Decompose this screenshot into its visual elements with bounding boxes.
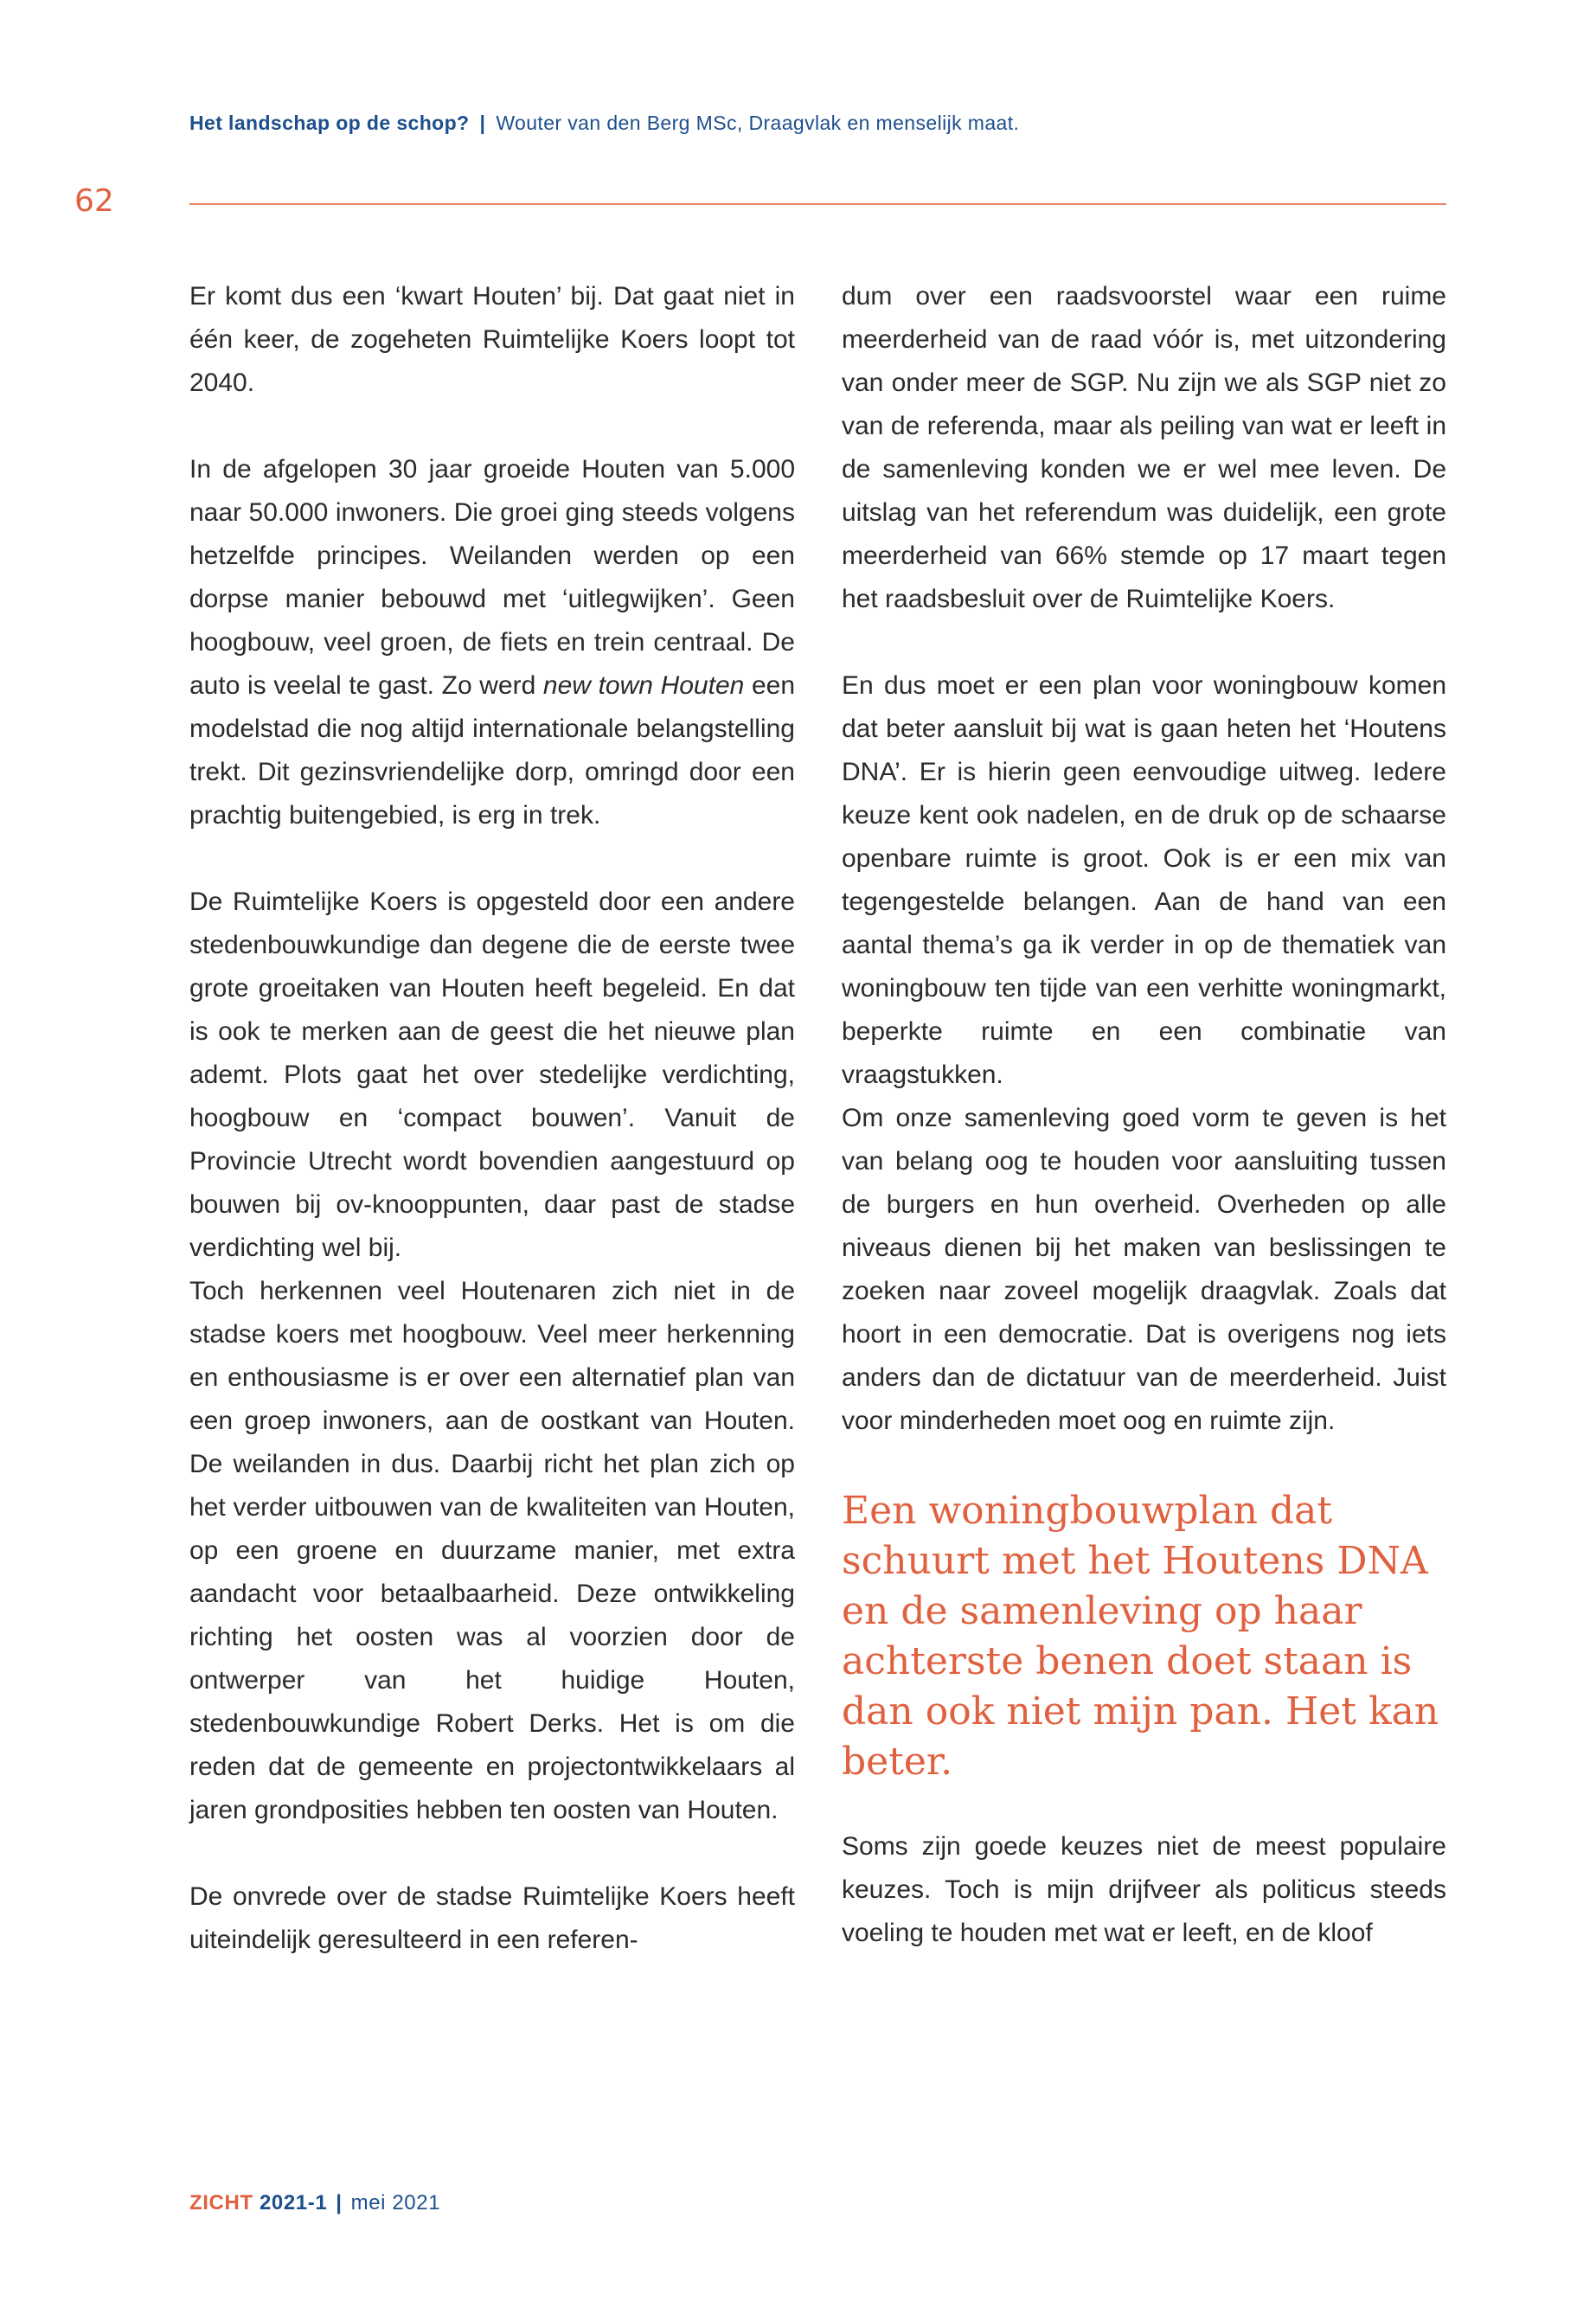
italic-text: new town Houten — [542, 671, 745, 700]
header-subtitle: Wouter van den Berg MSc, Draagvlak en menselijk maat. — [496, 112, 1020, 134]
paragraph-text: In de afgelopen 30 jaar groeide Houten van 5.000 naar 50.000 inwoners. Die groei ging steeds volgens hetzelfde principes. Weilanden werden op een dorpse manier bebouwd met ‘uitlegwijken’. Geen hoogbouw, veel groen, de fiets en trein centraal. De auto is veelal te gast. Zo werd — [189, 455, 795, 700]
paragraph — [189, 448, 795, 837]
paragraph: En dus moet er een plan voor woningbouw komen dat beter aansluit bij wat is gaan heten het ‘Houtens DNA’. Er is hierin geen eenvoudige uitweg. Iedere keuze kent ook nadelen, en de druk op de schaarse openbare ruimte is groot. Ook is er een mix van tegengestelde belangen. Aan de hand van een aantal thema’s ga ik verder in op de thematiek van woningbouw ten tijde van een verhitte woningmarkt, beperkte ruimte en een combinatie van vraagstukken. — [842, 671, 1446, 1089]
paragraph: De Ruimtelijke Koers is opgesteld door een andere stedenbouwkundige dan degene die de eerste twee grote groeitaken van Houten heeft begeleid. En dat is ook te merken aan de geest die het nieuwe plan ademt. Plots gaat het over stedelijke verdichting, hoogbouw en ‘compact bouwen’. Vanuit de Provincie Utrecht wordt bovendien aangestuurd op bouwen bij ov-knooppunten, daar past de stadse verdichting wel bij. — [189, 888, 795, 1262]
footer-brand: ZICHT — [189, 2191, 253, 2214]
page-number: 62 — [74, 183, 114, 219]
paragraph: Soms zijn goede keuzes niet de meest populaire keuzes. Toch is mijn drijfveer als politicus steeds voeling te houden met wat er leeft, en de kloof — [842, 1832, 1446, 1947]
footer-issue: 2021-1 — [259, 2191, 328, 2214]
paragraph: Er komt dus een ‘kwart Houten’ bij. Dat gaat niet in één keer, de zogeheten Ruimtelijke Koers loopt tot 2040. — [189, 282, 795, 397]
paragraph-text: een modelstad die nog altijd internationale belangstelling trekt. Dit gezinsvriendelijke dorp, omringd door een prachtig buitengebied, is erg in trek. — [189, 671, 796, 830]
footer-date: mei 2021 — [350, 2191, 441, 2214]
paragraph: dum over een raadsvoorstel waar een ruime meerderheid van de raad vóór is, met uitzondering van onder meer de SGP. Nu zijn we als SGP niet zo van de referenda, maar als peiling van wat er leeft in de samenleving konden we er wel mee leven. De uitslag van het referendum was duidelijk, een grote meerderheid van 66% stemde op 17 maart tegen het raadsbesluit over de Ruimtelijke Koers. — [842, 282, 1446, 613]
header-title: Het landschap op de schop? — [189, 112, 470, 134]
paragraph: Om onze samenleving goed vorm te geven is het van belang oog te houden voor aansluiting tussen de burgers en hun overheid. Overheden op alle niveaus dienen bij het maken van beslissingen te zoeken naar zoveel mogelijk draagvlak. Zoals dat hoort in een democratie. Dat is overigens nog iets anders dan de dictatuur van de meerderheid. Juist voor minderheden moet oog en ruimte zijn. — [842, 1104, 1446, 1435]
running-header — [189, 112, 1019, 135]
header-separator: | — [479, 112, 486, 134]
footer-separator: | — [336, 2191, 343, 2214]
paragraph: De onvrede over de stadse Ruimtelijke Koers heeft uiteindelijk geresulteerd in een referen- — [189, 1882, 795, 1954]
left-column — [189, 275, 795, 1962]
header-divider — [189, 203, 1446, 205]
running-footer — [189, 2191, 440, 2215]
paragraph: Toch herkennen veel Houtenaren zich niet in de stadse koers met hoogbouw. Veel meer herkenning en enthousiasme is er over een alternatief plan van een groep inwoners, aan de oostkant van Houten. De weilanden in dus. Daarbij richt het plan zich op het verder uitbouwen van de kwaliteiten van Houten, op een groene en duurzame manier, met extra aandacht voor betaalbaarheid. Deze ontwikkeling richting het oosten was al voorzien door de ontwerper van het huidige Houten, stedenbouwkundige Robert Derks. Het is om die reden dat de gemeente en projectontwikkelaars al jaren grondposities hebben ten oosten van Houten. — [189, 1277, 795, 1824]
pull-quote: Een woningbouwplan dat schuurt met het Houtens DNA en de samenleving op haar achterste benen doet staan is dan ook niet mijn pan. Het kan beter. — [842, 1489, 1439, 1784]
right-column — [842, 275, 1446, 1955]
